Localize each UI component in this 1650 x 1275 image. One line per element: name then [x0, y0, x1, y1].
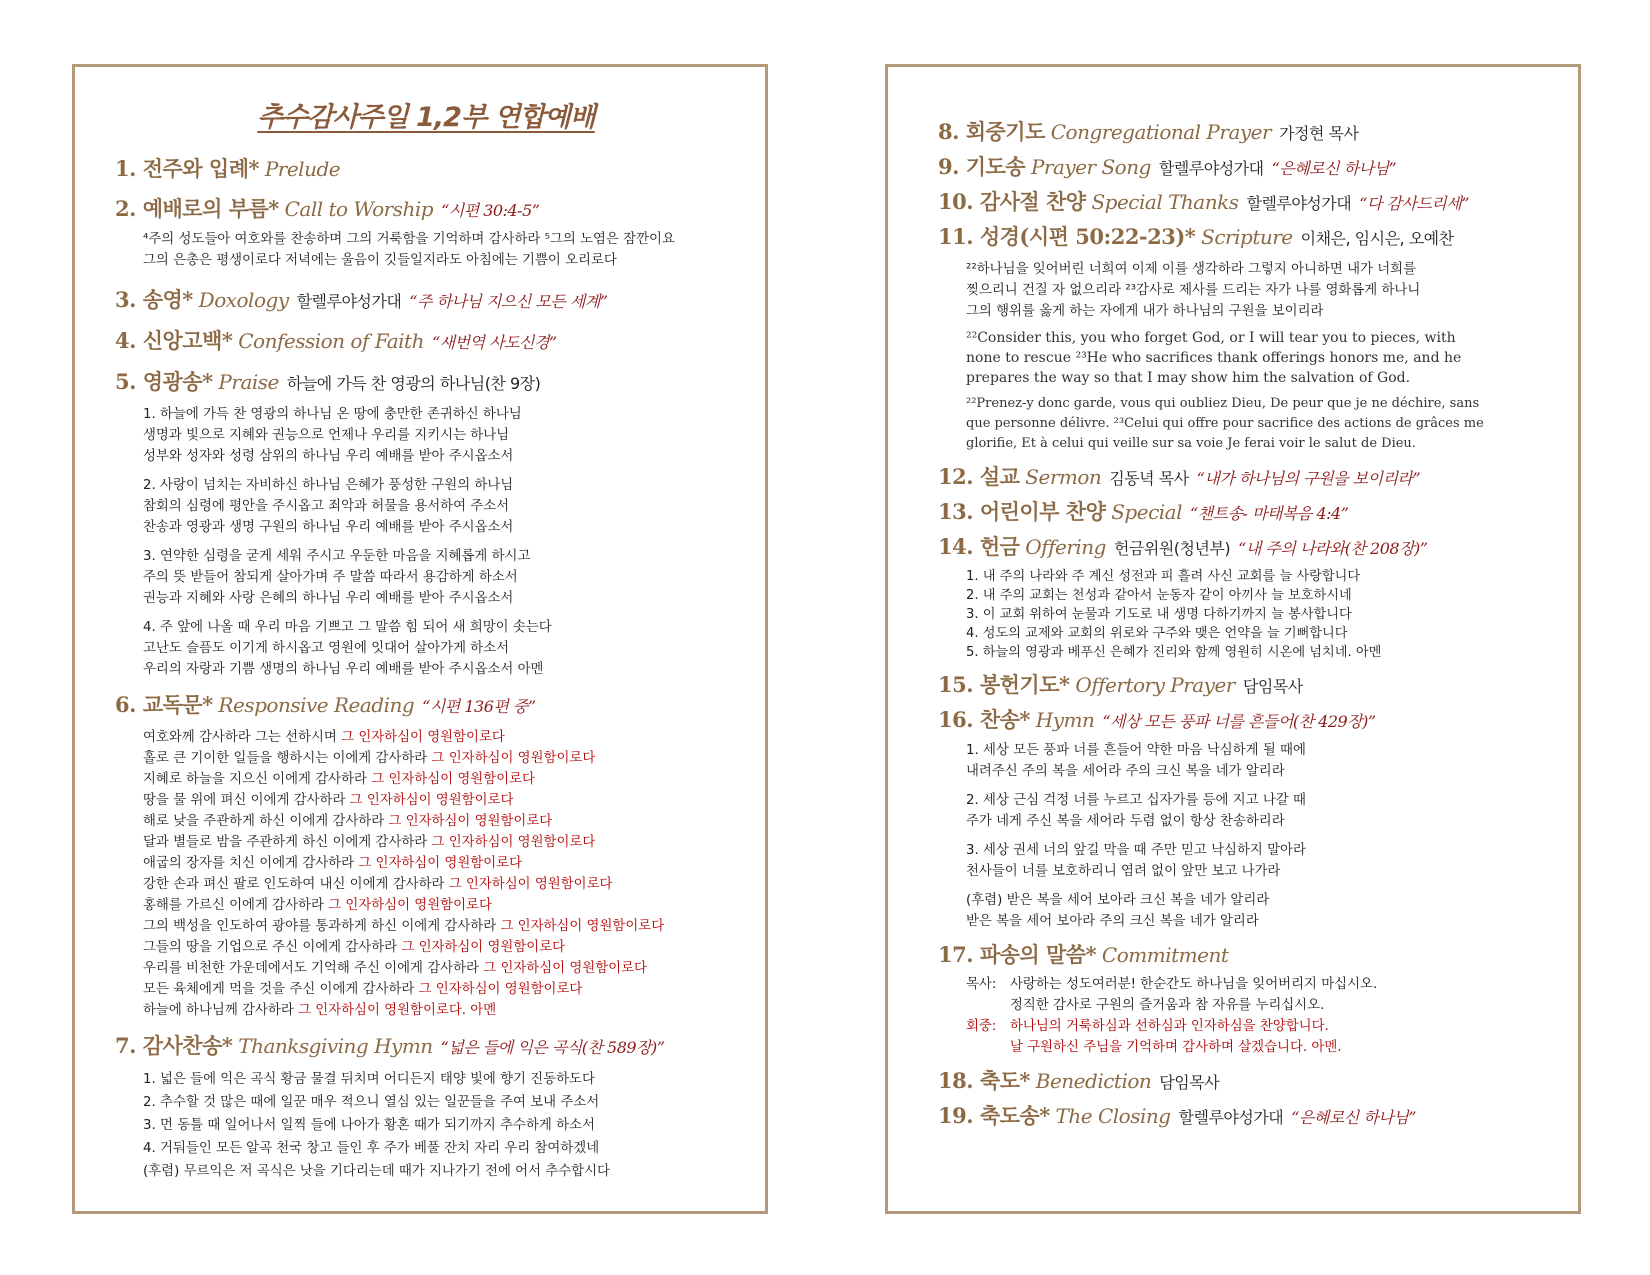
- item-english: Offertory Prayer: [1069, 673, 1235, 697]
- verse-line: 그의 행위를 옳게 하는 자에게 내가 하나님의 구원을 보이리라: [966, 304, 1324, 319]
- item-hymn: “내 주의 나라와(찬 208장)”: [1238, 539, 1428, 558]
- item-english: Call to Worship: [278, 197, 434, 221]
- item-english: Congregational Prayer: [1044, 120, 1272, 144]
- verse-line: ⁴주의 성도들아 여호와를 찬송하며 그의 거룩함을 기억하며 감사하라 ⁵그의 노염은 잠깐이요: [143, 232, 675, 247]
- item-hymn: “넓은 들에 익은 곡식(찬 589장)”: [440, 1038, 665, 1057]
- item-commitment: [938, 938, 1550, 1058]
- lyric-line: 1. 세상 모든 풍파 너를 흔들어 약한 마음 낙심하게 될 때에: [966, 743, 1306, 758]
- item-scripture: [938, 220, 1550, 454]
- item-heading: 4. 신앙고백*: [115, 328, 233, 353]
- lyric-line: 생명과 빛으로 지혜와 권능으로 언제나 우리를 지키시는 하나님: [143, 428, 510, 443]
- item-heading: 14. 헌금: [938, 534, 1020, 559]
- item-person: 담임목사: [1159, 1073, 1220, 1092]
- lyric-line: 우리의 자랑과 기쁨 생명의 하나님 우리 예배를 받아 주시옵소서 아멘: [143, 662, 544, 677]
- item-heading: 19. 축도송*: [938, 1103, 1050, 1128]
- reading-line: 모든 육체에게 먹을 것을 주신 이에게 감사하라 그 인자하심이 영원함이로다: [143, 982, 583, 997]
- item-heading: 17. 파송의 말씀*: [938, 942, 1097, 967]
- item-person: 할렐루야성가대: [296, 292, 402, 311]
- item-benediction: [938, 1064, 1550, 1099]
- document-title: 추수감사주일 1,2부 연합예배: [257, 102, 595, 133]
- responsive-reading-text: [115, 727, 737, 1021]
- hymn-lyrics: [938, 567, 1550, 662]
- item-heading: 13. 어린이부 찬양: [938, 499, 1106, 524]
- lyric-line: 4. 거둬들인 모든 알곡 천국 창고 들인 후 주가 베풀 잔치 자리 우리 참여하겠네: [143, 1141, 600, 1156]
- lyric-line: 받은 복을 세어 보아라 주의 크신 복을 네가 알리라: [966, 914, 1259, 929]
- stanza: [966, 740, 1550, 782]
- item-hymn: “다 감사드리세”: [1359, 194, 1469, 213]
- lyric-line: 2. 추수할 것 많은 때에 일꾼 매우 적으니 열심 있는 일꾼들을 주여 보내 주소서: [143, 1095, 600, 1110]
- item-responsive-reading: [115, 688, 737, 1021]
- item-english: Responsive Reading: [212, 693, 415, 717]
- reading-line: 강한 손과 펴신 팔로 인도하여 내신 이에게 감사하라 그 인자하심이 영원함이로다: [143, 877, 613, 892]
- lyric-line: 2. 세상 근심 걱정 너를 누르고 십자가를 등에 지고 나갈 때: [966, 793, 1306, 808]
- item-heading: 1. 전주와 입례*: [115, 156, 259, 181]
- item-english: Praise: [212, 370, 279, 394]
- verse-line: prepares the way so that I may show him the salvation of God.: [966, 370, 1411, 386]
- reading-line: 애굽의 장자를 치신 이에게 감사하라 그 인자하심이 영원함이로다: [143, 856, 523, 871]
- reading-line: 달과 별들로 밤을 주관하게 하신 이에게 감사하라 그 인자하심이 영원함이로다: [143, 835, 596, 850]
- lyric-line: 2. 사랑이 넘치는 자비하신 하나님 은혜가 풍성한 구원의 하나님: [143, 478, 514, 493]
- stanza: [143, 404, 737, 467]
- item-english: Sermon: [1019, 465, 1102, 489]
- verse-line: 찢으리니 건질 자 없으리라 ²³감사로 제사를 드리는 자가 나를 영화롭게 하나니: [966, 283, 1421, 298]
- item-person: 헌금위원(청년부): [1113, 539, 1231, 558]
- lyric-line: 3. 이 교회 위하여 눈물과 기도로 내 생명 다하기까지 늘 봉사합니다: [966, 607, 1352, 622]
- scripture-french: [966, 394, 1550, 454]
- stanza: [143, 475, 737, 538]
- item-thanksgiving-hymn: [115, 1029, 737, 1183]
- item-person: 이채은, 임시은, 오예찬: [1300, 229, 1454, 248]
- item-heading: 8. 회중기도: [938, 119, 1045, 144]
- stanza: [143, 617, 737, 680]
- item-hymn: “주 하나님 지으신 모든 세계”: [409, 292, 608, 311]
- congregation-label: 회중:: [966, 1019, 997, 1034]
- reading-line: 그들의 땅을 기업으로 주신 이에게 감사하라 그 인자하심이 영원함이로다: [143, 940, 566, 955]
- lyric-line: 1. 넓은 들에 익은 곡식 황금 물결 뒤치며 어디든지 태양 빛에 향기 진동하도다: [143, 1072, 595, 1087]
- hymn-lyrics: [115, 404, 737, 680]
- item-praise: [115, 365, 737, 680]
- item-heading: 18. 축도*: [938, 1068, 1030, 1093]
- item-person: 할렐루야성가대: [1158, 159, 1264, 178]
- lyric-line: 천사들이 너를 보호하리니 염려 없이 앞만 보고 나가라: [966, 864, 1281, 879]
- verse-line: none to rescue ²³He who sacrifices thank offerings honors me, and he: [966, 350, 1462, 366]
- lyric-line: 찬송과 영광과 생명 구원의 하나님 우리 예배를 받아 주시옵소서: [143, 520, 514, 535]
- stanza: [966, 840, 1550, 882]
- reading-line: 여호와께 감사하라 그는 선하시며 그 인자하심이 영원함이로다: [143, 730, 505, 745]
- refrain: [966, 890, 1550, 932]
- reading-line: 땅을 물 위에 펴신 이에게 감사하라 그 인자하심이 영원함이로다: [143, 793, 514, 808]
- lyric-line: 3. 연약한 심령을 굳게 세워 주시고 우둔한 마음을 지혜롭게 하시고: [143, 549, 531, 564]
- lyric-line: 주가 네게 주신 복을 세어라 두렴 없이 항상 찬송하리라: [966, 814, 1285, 829]
- item-hymn: “은혜로신 하나님”: [1291, 1108, 1416, 1127]
- item-english: Doxology: [192, 288, 289, 312]
- lyric-line: 3. 세상 권세 너의 앞길 막을 때 주만 믿고 낙심하지 말아라: [966, 843, 1306, 858]
- congregation-line: 날 구원하신 주님을 기억하며 감사하며 살겠습니다. 아멘.: [1010, 1040, 1342, 1055]
- item-person: 가정현 목사: [1279, 124, 1359, 143]
- item-english: Benediction: [1029, 1069, 1152, 1093]
- pastor-line: 정직한 감사로 구원의 즐거움과 참 자유를 누리십시오.: [1010, 998, 1325, 1013]
- item-closing: [938, 1099, 1550, 1134]
- item-hymn: “세상 모든 풍파 너를 흔들어(찬 429장)”: [1102, 712, 1376, 731]
- item-prayer-song: [938, 150, 1550, 185]
- item-person: 할렐루야성가대: [1178, 1108, 1284, 1127]
- item-person: 담임목사: [1242, 677, 1303, 696]
- item-heading: 16. 찬송*: [938, 707, 1030, 732]
- item-english: Thanksgiving Hymn: [232, 1034, 433, 1058]
- verse-line: glorifie, Et à celui qui veille sur sa voie Je ferai voir le salut de Dieu.: [966, 436, 1416, 451]
- item-call-to-worship: [115, 192, 737, 271]
- verse-line: 그의 은총은 평생이로다 저녁에는 울음이 깃들일지라도 아침에는 기쁨이 오리로다: [143, 253, 617, 268]
- item-heading: 2. 예배로의 부름*: [115, 196, 279, 221]
- verse-line: ²²Consider this, you who forget God, or I will tear you to pieces, with: [966, 330, 1456, 346]
- reading-line: 우리를 비천한 가운데에서도 기억해 주신 이에게 감사하라 그 인자하심이 영원함이로다: [143, 961, 647, 976]
- lyric-line: 5. 하늘의 영광과 베푸신 은혜가 진리와 함께 영원히 시온에 넘치네. 아멘: [966, 645, 1382, 660]
- lyric-line: 4. 성도의 교제와 교회의 위로와 구주와 맺은 언약을 늘 기뻐합니다: [966, 626, 1348, 641]
- reading-line: 하늘에 하나님께 감사하라 그 인자하심이 영원함이로다. 아멘: [143, 1003, 497, 1018]
- item-person: 하늘에 가득 찬 영광의 하나님(찬 9장): [286, 374, 541, 393]
- lyric-line: 참회의 심령에 평안을 주시옵고 죄악과 허물을 용서하여 주소서: [143, 499, 510, 514]
- lyric-line: 내려주신 주의 복을 세어라 주의 크신 복을 네가 알리라: [966, 764, 1285, 779]
- item-heading: 7. 감사찬송*: [115, 1033, 233, 1058]
- hymn-lyrics: [938, 740, 1550, 932]
- item-english: Offering: [1019, 535, 1106, 559]
- lyric-line: 주의 뜻 받들어 참되게 살아가며 주 말씀 따라서 용감하게 하소서: [143, 570, 518, 585]
- item-congregational-prayer: [938, 115, 1550, 150]
- pastor-label: 목사:: [966, 977, 997, 992]
- lyric-line: (후렴) 무르익은 저 곡식은 낫을 기다리는데 때가 지나가기 전에 어서 추수합시다: [143, 1164, 610, 1179]
- congregation-line: 하나님의 거룩하심과 선하심과 인자하심을 찬양합니다.: [1010, 1019, 1329, 1034]
- item-person: 김동녁 목사: [1109, 469, 1189, 488]
- item-english: Scripture: [1195, 225, 1293, 249]
- lyric-line: 1. 내 주의 나라와 주 계신 성전과 피 흘려 사신 교회를 늘 사랑합니다: [966, 569, 1361, 584]
- item-english: Commitment: [1096, 943, 1229, 967]
- item-heading: 10. 감사절 찬양: [938, 189, 1086, 214]
- item-english: Hymn: [1029, 708, 1095, 732]
- lyric-line: 고난도 슬픔도 이기게 하시옵고 영원에 잇대어 살아가게 하소서: [143, 641, 510, 656]
- item-prelude: [115, 152, 737, 186]
- reading-line: 지혜로 하늘을 지으신 이에게 감사하라 그 인자하심이 영원함이로다: [143, 772, 535, 787]
- item-special-thanks: [938, 185, 1550, 220]
- item-hymn: “은혜로신 하나님”: [1271, 159, 1397, 178]
- stanza: [143, 546, 737, 609]
- item-heading: 3. 송영*: [115, 287, 193, 312]
- verse-line: ²²하나님을 잊어버린 너희여 이제 이를 생각하라 그렇지 아니하면 내가 너희를: [966, 262, 1417, 277]
- lyric-line: 1. 하늘에 가득 찬 영광의 하나님 온 땅에 충만한 존귀하신 하나님: [143, 407, 522, 422]
- item-sermon: [938, 460, 1550, 495]
- item-english: Prayer Song: [1025, 155, 1151, 179]
- item-english: Special: [1105, 500, 1182, 524]
- item-person: 할렐루야성가대: [1246, 194, 1352, 213]
- item-hymn: [938, 703, 1550, 932]
- left-panel: [72, 64, 768, 1214]
- item-heading: 6. 교독문*: [115, 692, 213, 717]
- item-heading: 9. 기도송: [938, 154, 1026, 179]
- item-confession: [115, 324, 737, 359]
- item-english: Prelude: [258, 157, 341, 181]
- scripture-text: [115, 229, 737, 271]
- item-english: The Closing: [1049, 1104, 1171, 1128]
- item-heading: 11. 성경(시편 50:22-23)*: [938, 224, 1196, 249]
- item-english: Special Thanks: [1085, 190, 1239, 214]
- item-english: Confession of Faith: [232, 329, 424, 353]
- reading-line: 홍해를 가르신 이에게 감사하라 그 인자하심이 영원함이로다: [143, 898, 492, 913]
- item-hymn: “새번역 사도신경”: [431, 333, 557, 352]
- stanza: [966, 790, 1550, 832]
- item-doxology: [115, 283, 737, 318]
- reading-line: 홀로 큰 기이한 일들을 행하시는 이에게 감사하라 그 인자하심이 영원함이로다: [143, 751, 596, 766]
- hymn-lyrics: [115, 1068, 737, 1183]
- scripture-text: [938, 259, 1550, 454]
- item-hymn: “내가 하나님의 구원을 보이리라”: [1196, 469, 1421, 488]
- item-heading: 12. 설교: [938, 464, 1020, 489]
- item-childrens-special: [938, 495, 1550, 530]
- pastor-line: 사랑하는 성도여러분! 한순간도 하나님을 잊어버리지 마십시오.: [1010, 977, 1378, 992]
- lyric-line: 성부와 성자와 성령 삼위의 하나님 우리 예배를 받아 주시옵소서: [143, 449, 514, 464]
- item-hymn: “챈트송- 마태복음 4:4”: [1190, 504, 1349, 523]
- item-offering: [938, 530, 1550, 662]
- reading-line: 그의 백성을 인도하여 광야를 통과하게 하신 이에게 감사하라 그 인자하심이 영원함이로다: [143, 919, 665, 934]
- lyric-line: (후렴) 받은 복을 세어 보아라 크신 복을 네가 알리라: [966, 893, 1270, 908]
- item-heading: 15. 봉헌기도*: [938, 672, 1070, 697]
- verse-line: ²²Prenez-y donc garde, vous qui oubliez Dieu, De peur que je ne déchire, sans: [966, 396, 1480, 411]
- scripture-english: [966, 328, 1550, 388]
- commitment-text: [938, 974, 1550, 1058]
- right-panel: [885, 64, 1581, 1214]
- item-hymn: “시편 30:4-5”: [441, 201, 540, 220]
- verse-line: que personne délivre. ²³Celui qui offre pour sacrifice des actions de grâces me: [966, 416, 1484, 431]
- item-heading: 5. 영광송*: [115, 369, 213, 394]
- lyric-line: 권능과 지혜와 사랑 은혜의 하나님 우리 예배를 받아 주시옵소서: [143, 591, 514, 606]
- lyric-line: 3. 먼 동틀 때 일어나서 일찍 들에 나아가 황혼 때가 되기까지 추수하게 하소서: [143, 1118, 595, 1133]
- reading-line: 해로 낮을 주관하게 하신 이에게 감사하라 그 인자하심이 영원함이로다: [143, 814, 553, 829]
- lyric-line: 2. 내 주의 교회는 천성과 같아서 눈동자 같이 아끼사 늘 보호하시네: [966, 588, 1352, 603]
- lyric-line: 4. 주 앞에 나올 때 우리 마음 기쁘고 그 말씀 힘 되어 새 희망이 솟는다: [143, 620, 552, 635]
- item-hymn: “시편 136편 중”: [422, 697, 536, 716]
- item-offertory-prayer: [938, 668, 1550, 703]
